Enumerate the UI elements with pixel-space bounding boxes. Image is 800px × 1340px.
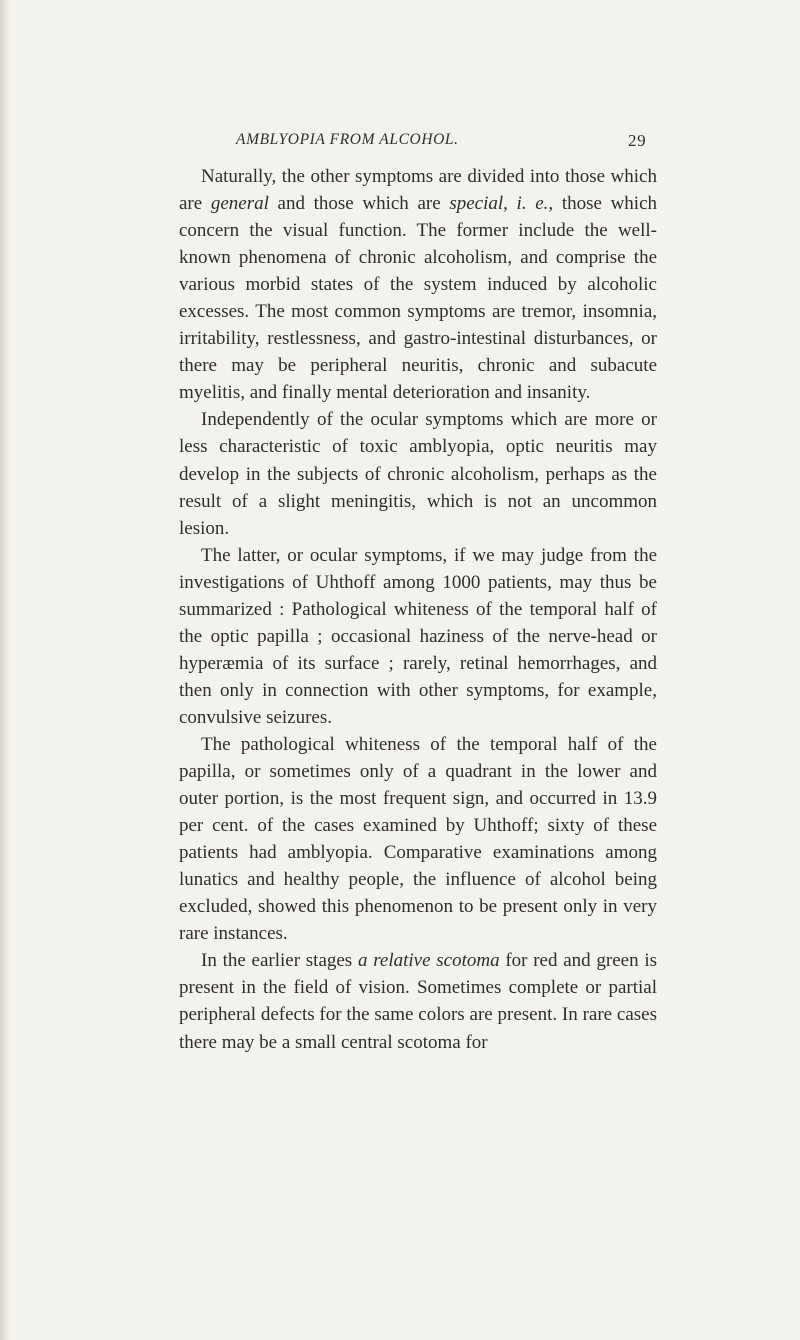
text-run: , those which concern the visual function. The former include the well-known phenomena of chronic alcoholism, and comprise the various morbid states of the system induced by alcoholic excesses. The most common symptoms are tremor, insomnia, irritability, restlessness, and gastro-intestinal disturbances, or there may be peripheral neuritis, chronic and subacute myelitis, and finally mental deterioration and insanity. — [179, 193, 658, 404]
body-text — [179, 163, 657, 1056]
text-run: for red and green is present in the field of vision. Sometimes complete or partial peripheral defects for the same colors are present. In rare cases there may be a small central scotoma for — [179, 950, 658, 1053]
paragraph — [179, 406, 657, 541]
paragraph — [179, 163, 657, 406]
running-head-title: AMBLYOPIA FROM ALCOHOL. — [236, 131, 459, 148]
text-run: Naturally, the other symptoms are divided into those which are — [179, 166, 657, 215]
text-run: The latter, or ocular symptoms, if we may judge from the investigations of Uhthoff among 1000 patients, may thus be summarized : Pathological whiteness of the temporal half of the optic papilla ; occasional haziness of the nerve-head or hyperæmia of its surface ; rarely, retinal hemorrhages, and then only in connection with other symptoms, for example, convulsive seizures. — [179, 544, 657, 728]
paragraph — [179, 542, 657, 731]
text-run: In the earlier stages — [201, 950, 358, 972]
text-run: and those which are — [268, 193, 450, 215]
paragraph — [179, 947, 657, 1055]
italic-phrase: a relative scotoma — [357, 950, 500, 972]
running-head — [0, 131, 800, 155]
text-run: The pathological whiteness of the temporal half of the papilla, or sometimes only of a quadrant in the lower and outer portion, is the most frequent sign, and occurred in 13.9 per cent. of the cases examined by Uhthoff; sixty of these patients had amblyopia. Comparative examinations among lunatics and healthy people, the influence of alcohol being excluded, showed this phenomenon to be present only in very rare instances. — [179, 733, 657, 945]
italic-phrase: general — [210, 193, 269, 215]
text-run: , — [503, 193, 517, 215]
italic-phrase: special — [449, 193, 504, 215]
page-edge-shadow — [0, 0, 10, 1340]
italic-phrase: i. e. — [516, 193, 549, 215]
page-number: 29 — [628, 131, 647, 150]
text-run: Independently of the ocular symptoms which are more or less characteristic of toxic amblyopia, optic neuritis may develop in the subjects of chronic alcoholism, perhaps as the result of a slight meningitis, which is not an uncommon lesion. — [179, 409, 657, 539]
paragraph — [179, 731, 657, 947]
